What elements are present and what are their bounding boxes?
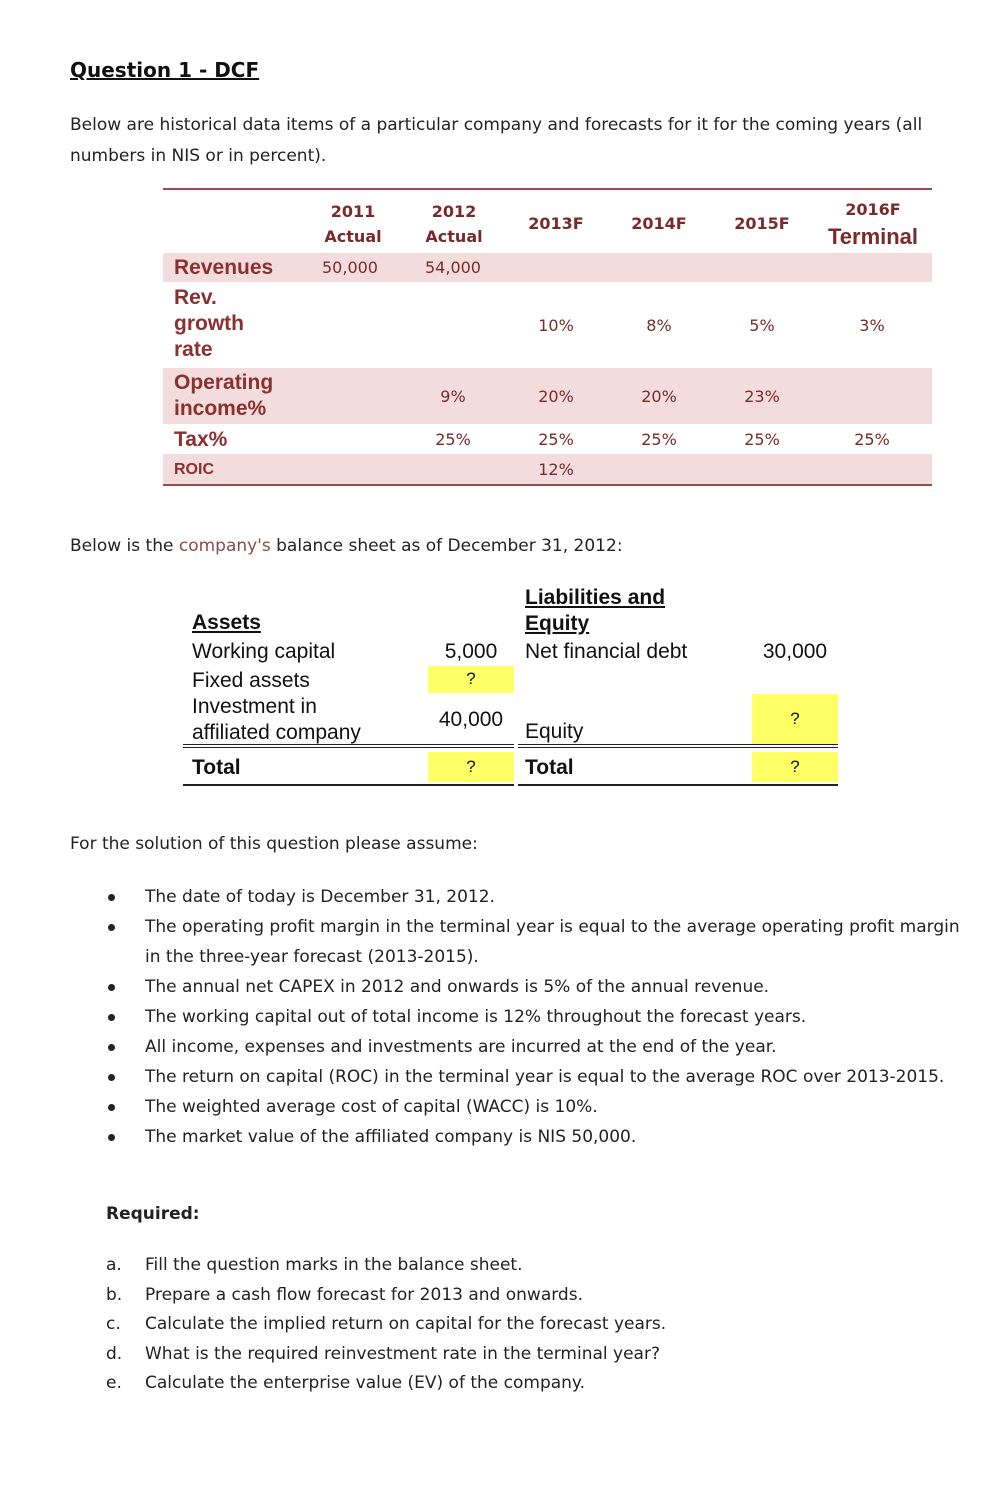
working-capital-label: Working capital [192,640,336,663]
assumptions-intro: For the solution of this question please assume: [70,834,478,854]
total-liabilities-label: Total [525,756,574,779]
list-item: c. Calculate the implied return on capital for the forecast years. [106,1314,667,1334]
fixed-assets-label: Fixed assets [192,669,310,692]
assets-total-rule [183,744,514,748]
col-header-2013f: 2013F [528,214,584,233]
assumptions-list [100,882,960,1152]
list-item: All income, expenses and investments are incurred at the end of the year. [100,1032,960,1062]
bullet-icon [108,1134,115,1141]
assets-bottom-rule [183,784,514,786]
equity-label: Equity [525,720,584,743]
working-capital-value: 5,000 [444,640,498,663]
investment-label: Investment in affiliated company [192,695,361,744]
list-item: The operating profit margin in the terminal year is equal to the average operating profit margin in the three-year forecast (2013-2015). [100,912,960,972]
list-item: The market value of the affiliated company is NIS 50,000. [100,1122,960,1152]
net-debt-value: 30,000 [762,640,828,663]
balance-sheet-intro: Below is the company's balance sheet as of December 31, 2012: [70,536,623,556]
total-assets-label: Total [192,756,241,779]
bullet-icon [108,894,115,901]
table-row-operating-income: Operating income% 9% 20% 20% 23% [163,368,932,424]
table-header [163,188,932,254]
list-item: d. What is the required reinvestment rate in the terminal year? [106,1343,660,1364]
required-list [106,1251,666,1399]
list-item: a. Fill the question marks in the balance sheet. [106,1255,523,1275]
col-header-2012: 2012 Actual [425,202,483,246]
list-item: The weighted average cost of capital (WACC) is 10%. [100,1092,960,1122]
list-item: b. Prepare a cash flow forecast for 2013 and onwards. [106,1284,583,1305]
row-label-rev-growth: Rev. growth rate [174,286,244,361]
col-header-2011: 2011 Actual [324,202,382,246]
list-item: The return on capital (ROC) in the terminal year is equal to the average ROC over 2013-2015. [100,1062,960,1092]
row-label-operating-income: Operating income% [174,371,274,420]
bullet-icon [108,1074,115,1081]
list-item: e. Calculate the enterprise value (EV) of the company. [106,1373,585,1393]
page-title: Question 1 - DCF [70,58,260,82]
table-row-tax: Tax% 25% 25% 25% 25% 25% [174,428,890,451]
liabilities-total-rule [518,744,838,748]
col-header-2014f: 2014F [631,214,687,233]
bullet-icon [108,1044,115,1051]
table-row-roic: ROIC 12% [163,454,932,484]
assets-header: Assets [192,611,261,634]
investment-value: 40,000 [438,708,504,731]
liabilities-header: Liabilities and Equity [525,586,666,635]
bullet-icon [108,1104,115,1111]
list-item: The annual net CAPEX in 2012 and onwards is 5% of the annual revenue. [100,972,960,1002]
intro-paragraph: Below are historical data items of a particular company and forecasts for it for the coming years (all numbers in NIS or in percent). [70,115,923,166]
total-assets-value: ? [428,752,514,782]
equity-value: ? [752,694,838,744]
fixed-assets-value: ? [428,666,514,693]
list-item: The date of today is December 31, 2012. [100,882,960,912]
table-row-revenues: Revenues 50,000 54,000 [163,253,932,282]
bullet-icon [108,984,115,991]
col-header-2016f: 2016F Terminal [827,200,919,249]
total-liabilities-value: ? [752,752,838,782]
col-header-2015f: 2015F [734,214,790,233]
bullet-icon [108,924,115,931]
liabilities-bottom-rule [518,784,838,786]
table-row-rev-growth: Rev. growth rate 10% 8% 5% 3% [174,286,885,361]
list-item: The working capital out of total income is 12% throughout the forecast years. [100,1002,960,1032]
required-title: Required: [106,1204,200,1224]
table-bottom-border [163,484,932,486]
net-debt-label: Net financial debt [525,640,688,663]
bullet-icon [108,1014,115,1021]
